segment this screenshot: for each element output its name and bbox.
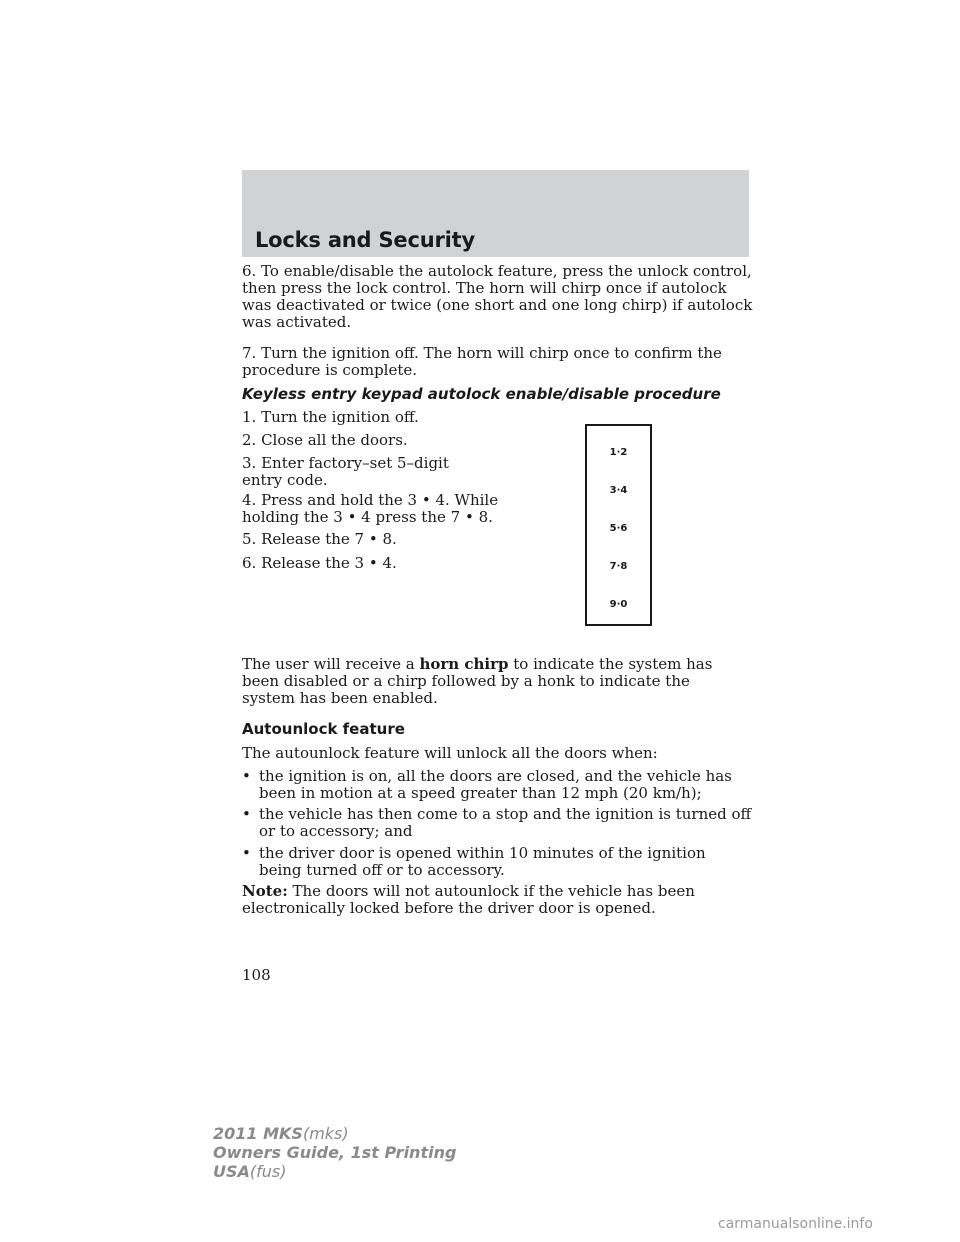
footer-model: 2011 MKS (213, 1124, 303, 1143)
footer-line-2: Owners Guide, 1st Printing (213, 1143, 457, 1162)
keypad-step-5: 5. Release the 7 • 8. (242, 530, 397, 548)
bullet-icon: • (242, 767, 251, 785)
bullet-text: the ignition is on, all the doors are closed, and the vehicle has been in motion at a speed greater than 12 mph (20 km/h); (259, 767, 732, 802)
result-bold: horn chirp (419, 655, 509, 673)
keypad-procedure-heading: Keyless entry keypad autolock enable/disable procedure (242, 385, 721, 403)
step-7-paragraph: 7. Turn the ignition off. The horn will chirp once to confirm the procedure is complete. (242, 344, 722, 379)
result-prefix: The user will receive a (242, 655, 420, 673)
keypad-step-1: 1. Turn the ignition off. (242, 408, 419, 426)
keypad-key-7-8: 7·8 (609, 561, 628, 572)
bullet-text: the vehicle has then come to a stop and the ignition is turned off or to accessory; and (259, 805, 752, 840)
footer-line-3 (213, 1162, 456, 1181)
watermark-text: carmanualsonline.info (718, 1216, 873, 1232)
step-6-paragraph: 6. To enable/disable the autolock feature, press the unlock control, then press the lock control. The horn will chirp once if autolock was deactivated or twice (one short and one long chirp) if autolock was activated. (242, 262, 753, 331)
keypad-key-3-4: 3·4 (609, 485, 628, 496)
note-text: The doors will not autounlock if the vehicle has been electronically locked before the driver door is opened. (242, 882, 695, 917)
footer-region: USA (213, 1162, 250, 1181)
section-title: Locks and Security (255, 228, 475, 252)
bullet-icon: • (242, 844, 251, 862)
autounlock-note (242, 883, 712, 917)
keypad-step-2: 2. Close all the doors. (242, 431, 408, 449)
result-suffix: to indicate the system has been disabled or a chirp followed by a honk to indicate the system has been enabled. (242, 655, 713, 707)
horn-chirp-paragraph (242, 656, 747, 707)
footer-line-1 (213, 1124, 456, 1143)
bullet-text: the driver door is opened within 10 minutes of the ignition being turned off or to accessory. (259, 844, 706, 879)
autounlock-heading: Autounlock feature (242, 720, 405, 738)
document-footer (213, 1124, 456, 1181)
footer-region-code: (fus) (249, 1162, 287, 1181)
keypad-step-6: 6. Release the 3 • 4. (242, 554, 397, 572)
keypad-key-1-2: 1·2 (609, 447, 628, 458)
bullet-icon: • (242, 805, 251, 823)
autounlock-intro: The autounlock feature will unlock all the doors when: (242, 744, 658, 762)
footer-model-code: (mks) (302, 1124, 349, 1143)
keypad-illustration (585, 424, 652, 626)
page-number: 108 (242, 966, 271, 984)
keypad-step-4: 4. Press and hold the 3 • 4. While holding the 3 • 4 press the 7 • 8. (242, 491, 499, 526)
keypad-step-3: 3. Enter factory–set 5–digit entry code. (242, 454, 449, 489)
keypad-key-5-6: 5·6 (609, 523, 628, 534)
keypad-key-9-0: 9·0 (609, 599, 628, 610)
note-label: Note: (242, 882, 288, 900)
